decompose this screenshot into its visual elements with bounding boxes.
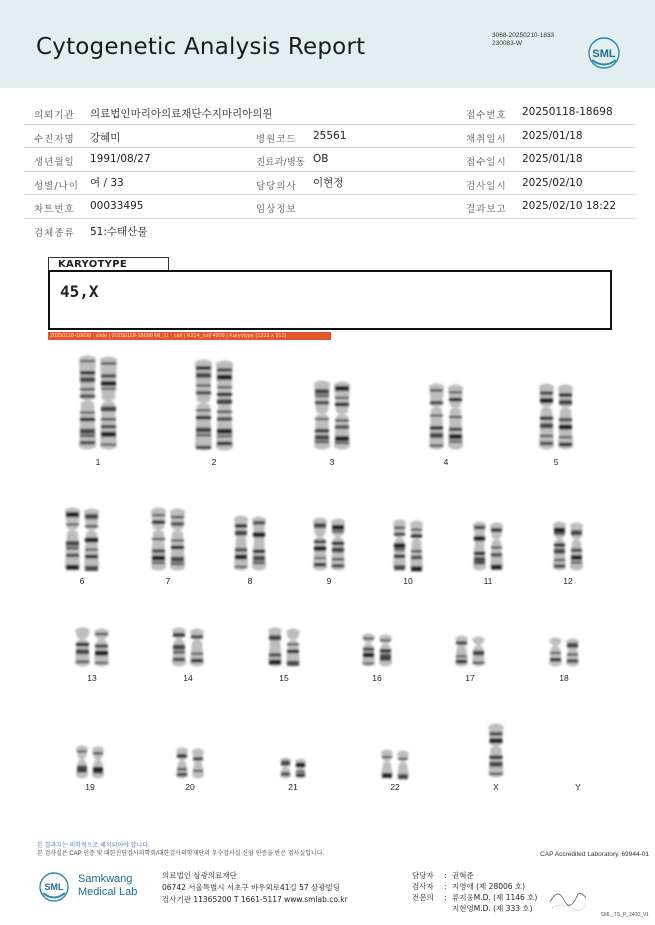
receipt-no: 20250118-18698 — [522, 106, 613, 118]
chromosome-18-b — [566, 639, 579, 667]
disclaimer-line-1: 본 결과지는 의학적으로 해석되어야 합니다. — [37, 843, 150, 849]
department-label: 진료과/병동 — [256, 157, 306, 168]
info-row — [24, 125, 636, 149]
info-row — [24, 172, 636, 196]
sex-age-label: 성별/나이 — [34, 180, 79, 192]
info-row — [24, 195, 636, 219]
chromosome-label-17: 17 — [465, 673, 475, 683]
company-name-line-1: Samkwang — [78, 873, 133, 885]
collection-date-label: 채취일시 — [466, 133, 507, 145]
karyogram — [0, 345, 655, 845]
chromosome-label-22: 22 — [390, 782, 400, 792]
chromosome-label-19: 19 — [85, 782, 95, 792]
chromosome-label-3: 3 — [329, 457, 335, 467]
info-row — [24, 148, 636, 172]
chromosome-label-7: 7 — [165, 576, 171, 586]
chromosome-10-b — [410, 521, 423, 572]
staff-row: 담당자 : 권혁준 — [412, 871, 474, 880]
svg-text:SML: SML — [592, 48, 616, 60]
chromosome-20-a — [176, 748, 188, 779]
report-header — [0, 0, 655, 88]
address-line-1: 의료법인 삼광의료재단 — [162, 871, 237, 880]
chromosome-label-20: 20 — [185, 782, 195, 792]
karyotype-tab: KARYOTYPE — [48, 257, 169, 271]
report-date: 2025/02/10 18:22 — [522, 200, 617, 212]
chromosome-18-a — [549, 638, 562, 667]
chromosome-label-12: 12 — [563, 576, 573, 586]
requesting-institution-label: 의뢰기관 — [34, 110, 75, 121]
chromosome-17-a — [455, 636, 468, 667]
chromosome-12-a — [553, 522, 566, 571]
doctor-label: 담당의사 — [256, 180, 297, 192]
chromosome-label-9: 9 — [326, 576, 332, 586]
chromosome-4-a — [429, 384, 444, 450]
chromosome-16-a — [362, 634, 375, 667]
chromosome-14-a — [172, 628, 186, 667]
chromosome-label-5: 5 — [553, 457, 559, 467]
chromosome-label-21: 21 — [288, 782, 298, 792]
chromosome-label-18: 18 — [559, 673, 569, 683]
address-line-2: 06742 서울특별시 서초구 바우뫼로41길 57 삼광빌딩 — [162, 883, 341, 892]
receipt-no-label: 접수번호 — [466, 110, 507, 121]
hospital-code-label: 병원코드 — [256, 133, 297, 145]
chromosome-7-a — [151, 508, 166, 571]
staff-row: 전문의 : 류지웅M.D. (제 1146 호) — [412, 893, 538, 902]
chromosome-21-b — [295, 759, 306, 779]
department: OB — [313, 153, 329, 165]
test-date: 2025/02/10 — [522, 176, 583, 189]
chromosome-label-4: 4 — [443, 457, 449, 467]
chromosome-15-a — [268, 628, 282, 667]
company-address — [162, 870, 348, 906]
chromosome-label-X: X — [493, 782, 499, 792]
receipt-date: 2025/01/18 — [522, 153, 583, 165]
hospital-code: 25561 — [313, 129, 347, 142]
chromosome-3-a — [314, 381, 330, 450]
chromosome-14-b — [190, 629, 204, 667]
chromosome-1-a — [79, 356, 96, 450]
svg-text:SML: SML — [44, 882, 64, 892]
chart-no-label: 차트번호 — [34, 204, 75, 215]
chromosome-3-b — [334, 382, 350, 450]
disclaimer-line-2: 본 검사실은 CAP 인증 및 대한진단검사의학회/대한검사의학재단의 우수검사실 신임 인증을 받은 검사실입니다. — [37, 851, 325, 857]
chromosome-6-a — [65, 508, 80, 571]
chromosome-label-2: 2 — [211, 457, 217, 467]
collection-date: 2025/01/18 — [522, 129, 583, 142]
chromosome-label-11: 11 — [483, 576, 493, 586]
staff-row: 검사자 : 지영애 (제 28006 호) — [412, 882, 526, 891]
chromosome-13-b — [94, 629, 109, 667]
chromosome-label-8: 8 — [247, 576, 253, 586]
chromosome-8-b — [252, 517, 266, 571]
specimen: 51:수태산물 — [90, 225, 148, 238]
chromosome-11-a — [473, 522, 486, 571]
clinical-info-label: 임상정보 — [256, 204, 297, 215]
chromosome-10-a — [393, 520, 406, 571]
chromosome-7-b — [170, 509, 185, 571]
karyogram-image — [0, 345, 655, 845]
chromosome-22-a — [381, 750, 393, 779]
chromosome-5-a — [539, 384, 554, 450]
signature — [548, 882, 588, 912]
cap-accreditation: CAP Accredited Laboratory. 69944-01 — [540, 851, 649, 858]
chromosome-1-b — [100, 357, 117, 450]
chromosome-label-6: 6 — [79, 576, 85, 586]
report-title: Cytogenetic Analysis Report — [36, 34, 366, 60]
doctor: 이현정 — [313, 176, 344, 189]
chromosome-8-a — [234, 516, 248, 571]
staff-row: 지현영M.D. (제 333 호) — [452, 904, 533, 913]
document-code-line-1: 3068-20250210-1833 — [492, 32, 555, 39]
patient-name: 강혜미 — [90, 131, 121, 144]
requesting-institution: 의료법인마리아의료재단수지마리아의원 — [90, 108, 273, 120]
birth-date: 1991/08/27 — [90, 153, 151, 165]
sex-age: 여 / 33 — [90, 176, 124, 189]
chromosome-2-b — [216, 361, 233, 451]
receipt-date-label: 접수일시 — [466, 157, 507, 168]
company-name-line-2: Medical Lab — [78, 886, 138, 898]
chromosome-19-b — [92, 747, 104, 779]
disclaimer — [37, 842, 324, 858]
chromosome-19-a — [76, 746, 88, 779]
chromosome-label-1: 1 — [95, 457, 101, 467]
chromosome-label-15: 15 — [279, 673, 289, 683]
address-line-3: 검사기관 11365200 T 1661-5117 www.smlab.co.kr — [162, 895, 348, 904]
chromosome-label-14: 14 — [183, 673, 193, 683]
report-date-label: 결과보고 — [466, 204, 507, 215]
karyotype-result: 45,X — [60, 282, 99, 301]
chart-no: 00033495 — [90, 200, 144, 212]
form-code: SML_TS_P_2400_V1 — [600, 912, 649, 918]
chromosome-17-b — [472, 637, 485, 667]
document-code — [492, 32, 554, 48]
sml-logo — [587, 36, 621, 70]
chromosome-6-b — [84, 509, 99, 571]
chromosome-16-b — [379, 635, 392, 667]
test-date-label: 검사일시 — [466, 180, 507, 192]
patient-info-table — [24, 101, 636, 242]
chromosome-2-a — [195, 360, 212, 451]
info-row — [24, 219, 636, 243]
patient-name-label: 수진자명 — [34, 133, 75, 145]
chromosome-label-10: 10 — [403, 576, 413, 586]
chromosome-20-b — [192, 749, 204, 779]
chromosome-11-b — [490, 523, 503, 571]
staff-list — [412, 870, 537, 914]
chromosome-9-b — [331, 519, 345, 571]
chromosome-5-b — [558, 385, 573, 450]
chromosome-9-a — [313, 518, 327, 571]
karyotype-result-box — [48, 270, 612, 330]
karyogram-image-meta: 20250118-18698 : slide | 20250118-18698 MI_11 : cell | R214_cell 4909 | Karyotype (1232 x 912) — [48, 332, 331, 340]
chromosome-21-a — [280, 758, 291, 779]
chromosome-X — [489, 724, 504, 778]
info-row — [24, 101, 636, 125]
document-code-line-2: 230083-W — [492, 40, 522, 47]
chromosome-4-b — [448, 385, 463, 450]
specimen-label: 검체종류 — [34, 227, 75, 239]
chromosome-label-Y: Y — [575, 782, 581, 792]
chromosome-13-a — [75, 628, 90, 667]
birth-date-label: 생년월일 — [34, 157, 75, 168]
chromosome-12-b — [570, 523, 583, 571]
chromosome-15-b — [286, 629, 300, 667]
chromosome-22-b — [397, 751, 409, 780]
chromosome-label-16: 16 — [372, 673, 382, 683]
chromosome-label-13: 13 — [87, 673, 97, 683]
